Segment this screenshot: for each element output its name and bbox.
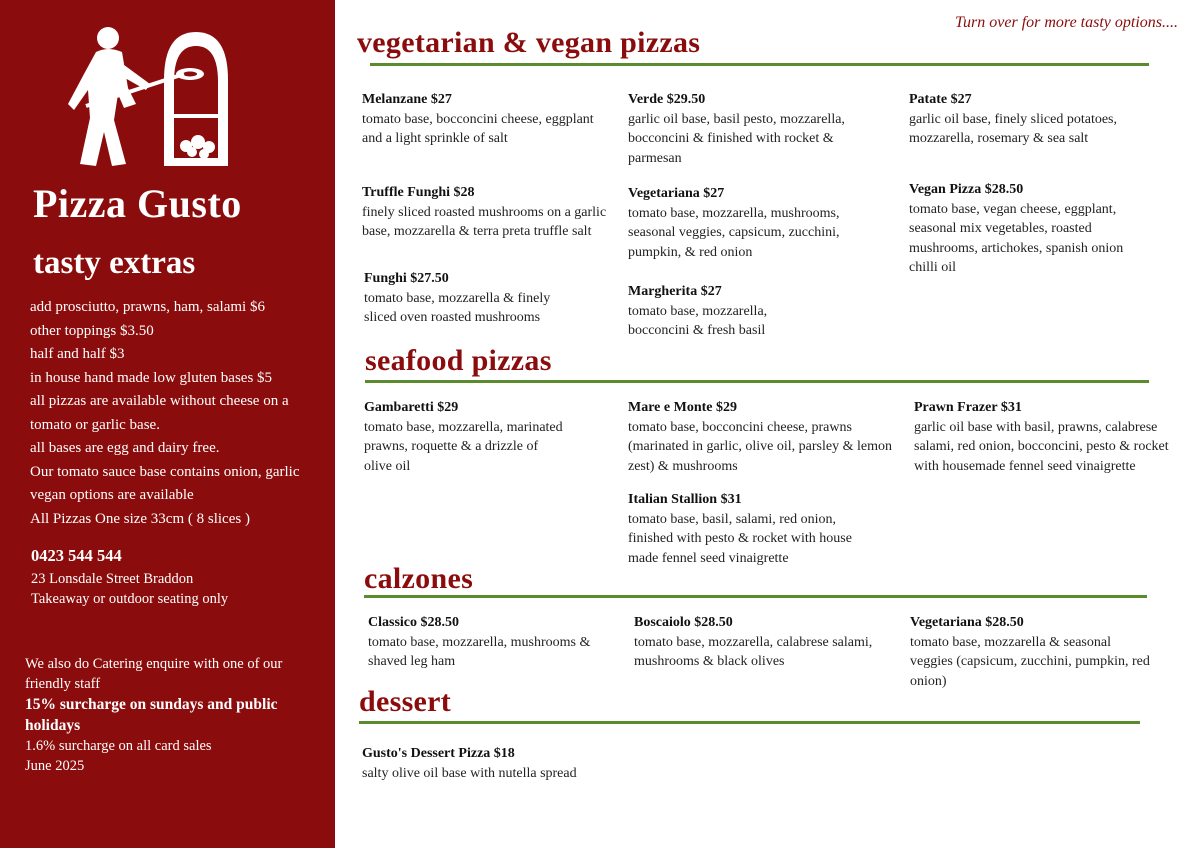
extras-item: add prosciutto, prawns, ham, salami $6 (30, 299, 265, 315)
menu-item-name: Gusto's Dessert Pizza $18 (362, 746, 515, 761)
menu-item-name: Melanzane $27 (362, 92, 452, 107)
menu-date: June 2025 (25, 758, 85, 774)
menu-item-desc: garlic oil base, basil pesto, mozzarella, bocconcini & finished with rocket & parmesan (628, 111, 845, 166)
menu-item-desc: tomato base, mozzarella & finely sliced oven roasted mushrooms (364, 290, 551, 325)
extras-item: all pizzas are available without cheese on a tomato or garlic base. (30, 393, 289, 433)
extras-item: half and half $3 (30, 346, 125, 362)
section-divider (370, 63, 1149, 66)
menu-item-name: Gambaretti $29 (364, 400, 459, 415)
card-surcharge-note: 1.6% surcharge on all card sales (25, 738, 212, 754)
menu-item-name: Prawn Frazer $31 (914, 400, 1022, 415)
extras-item: other toppings $3.50 (30, 322, 154, 339)
menu-item-name: Mare e Monte $29 (628, 400, 737, 415)
extras-heading: tasty extras (33, 245, 196, 281)
address-block (31, 569, 228, 609)
menu-item (362, 183, 626, 242)
menu-item-name: Patate $27 (909, 92, 972, 107)
menu-item-desc: garlic oil base with basil, prawns, calabrese salami, red onion, bocconcini, pesto & rocket with housemade fennel seed vinaigrette (914, 419, 1169, 474)
menu-item (914, 398, 1184, 476)
menu-item (362, 90, 612, 149)
turn-over-note: Turn over for more tasty options.... (955, 14, 1178, 31)
menu-item (909, 180, 1149, 278)
menu-item-desc: tomato base, bocconcini cheese, eggplant and a light sprinkle of salt (362, 111, 594, 146)
extras-item: vegan options are available (30, 487, 194, 503)
menu-item-name: Italian Stallion $31 (628, 492, 742, 507)
menu-item-desc: tomato base, mozzarella, marinated prawns, roquette & a drizzle of olive oil (364, 419, 563, 474)
menu-item (368, 613, 613, 672)
section-title-calzones: calzones (364, 562, 474, 595)
notes-block (25, 654, 325, 776)
extras-item: Our tomato sauce base contains onion, garlic (30, 463, 300, 480)
sidebar (0, 0, 335, 848)
section-divider (364, 595, 1147, 598)
menu-item-desc: tomato base, mozzarella, mushrooms & shaved leg ham (368, 634, 591, 669)
menu-item-name: Boscaiolo $28.50 (634, 615, 733, 630)
pizza-chef-logo-icon (66, 18, 238, 168)
menu-item-desc: tomato base, mozzarella, mushrooms, seasonal veggies, capsicum, zucchini, pumpkin, & red onion (628, 205, 840, 260)
menu-item-name: Classico $28.50 (368, 615, 459, 630)
brand-title: Pizza Gusto (33, 181, 242, 226)
service-note: Takeaway or outdoor seating only (31, 591, 229, 607)
section-title-dessert: dessert (359, 685, 452, 718)
menu-item (910, 613, 1155, 691)
menu-item-name: Vegetariana $27 (628, 186, 725, 201)
menu-item-desc: tomato base, bocconcini cheese, prawns (marinated in garlic, olive oil, parsley & lemon zest) & mushrooms (628, 419, 892, 474)
menu-item (364, 398, 564, 476)
menu-item (628, 282, 828, 341)
section-title-veg: vegetarian & vegan pizzas (357, 26, 701, 59)
menu-item (362, 744, 642, 783)
street-address: 23 Lonsdale Street Braddon (31, 571, 194, 587)
extras-item: All Pizzas One size 33cm ( 8 slices ) (30, 510, 250, 527)
menu-item (628, 398, 893, 476)
catering-note: We also do Catering enquire with one of our friendly staff (25, 656, 283, 692)
phone-number: 0423 544 544 (31, 546, 122, 565)
extras-item: all bases are egg and dairy free. (30, 440, 220, 456)
menu-item-desc: tomato base, mozzarella, calabrese salami, mushrooms & black olives (634, 634, 873, 669)
menu-item-desc: tomato base, basil, salami, red onion, finished with pesto & rocket with house made fennel seed vinaigrette (628, 511, 852, 566)
menu-item (364, 269, 569, 328)
holiday-surcharge-note: 15% surcharge on sundays and public holidays (25, 696, 278, 734)
menu-item-name: Margherita $27 (628, 284, 722, 299)
menu-item (909, 90, 1169, 149)
menu-item (628, 490, 868, 568)
section-divider (365, 380, 1149, 383)
menu-item (634, 613, 899, 672)
menu-item-name: Truffle Funghi $28 (362, 185, 475, 200)
section-divider (359, 721, 1140, 724)
menu-item-desc: salty olive oil base with nutella spread (362, 765, 577, 781)
menu-item-name: Vegan Pizza $28.50 (909, 182, 1024, 197)
menu-item-desc: tomato base, mozzarella & seasonal veggies (capsicum, zucchini, pumpkin, red onion) (910, 634, 1150, 689)
extras-item: in house hand made low gluten bases $5 (30, 369, 273, 386)
menu-item-desc: finely sliced roasted mushrooms on a garlic base, mozzarella & terra preta truffle salt (362, 204, 607, 239)
menu-item (628, 184, 883, 262)
section-title-seafood: seafood pizzas (365, 344, 552, 377)
menu-item-desc: garlic oil base, finely sliced potatoes, mozzarella, rosemary & sea salt (909, 111, 1117, 146)
menu-item-name: Vegetariana $28.50 (910, 615, 1024, 630)
menu-item-name: Verde $29.50 (628, 92, 706, 107)
menu-item-desc: tomato base, mozzarella, bocconcini & fresh basil (628, 303, 768, 338)
menu-item-desc: tomato base, vegan cheese, eggplant, seasonal mix vegetables, roasted mushrooms, artichokes, spanish onion chilli oil (909, 201, 1124, 275)
extras-list (30, 296, 325, 531)
menu-item (628, 90, 883, 168)
menu-item-name: Funghi $27.50 (364, 271, 449, 286)
